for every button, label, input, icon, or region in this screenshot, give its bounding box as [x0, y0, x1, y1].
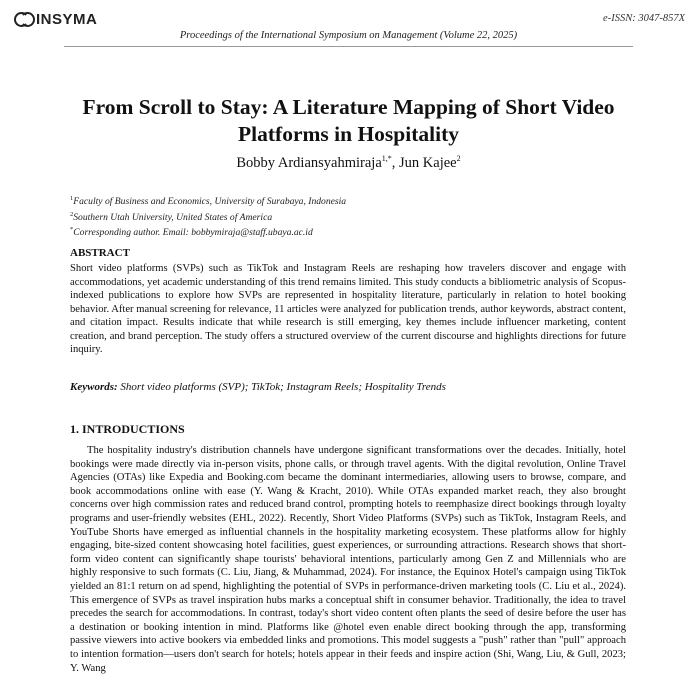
affiliations — [70, 193, 346, 240]
affiliation-item — [70, 209, 346, 225]
affiliation-item — [70, 224, 346, 240]
author-name: Jun Kajee — [399, 154, 457, 171]
affiliation-sup: * — [70, 226, 74, 234]
affiliation-sup: 2 — [70, 210, 74, 218]
section-body — [70, 444, 626, 675]
header-divider — [64, 46, 633, 47]
author-name: Bobby Ardiansyahmiraja — [236, 154, 382, 171]
logo-text: INSYMA — [36, 10, 98, 28]
keywords-label: Keywords: — [70, 381, 118, 393]
keywords-line — [70, 381, 446, 393]
logo-rings-icon — [14, 10, 34, 28]
paper-title: From Scroll to Stay: A Literature Mapping of Short Video Platforms in Hospitality — [82, 95, 615, 146]
keywords-text: Short video platforms (SVP); TikTok; Instagram Reels; Hospitality Trends — [120, 381, 446, 393]
author-separator: , — [391, 154, 400, 171]
author-sup: 1,* — [381, 154, 392, 163]
affiliation-text: Southern Utah University, United States of America — [73, 211, 273, 223]
abstract-text: Short video platforms (SVPs) such as TikTok and Instagram Reels are reshaping how travelers discover and engage with accommodations, yet academic understanding of this trend remains limited. This study conducts a bibliometric analysis of Scopus-indexed publications to explore how SVPs are represented in hospitality literature, particularly in relation to hotel booking behavior. After manual screening for relevance, 11 articles were analyzed for publication trends, author keywords, abstract content, and citation impact. Results indicate that while research is still emerging, key themes include influencer marketing, content creation, and brand perception. The study offers a structured overview of the current discourse and highlights directions for future inquiry. — [70, 263, 626, 355]
section-heading: 1. INTRODUCTIONS — [70, 422, 185, 436]
authors — [0, 154, 697, 172]
logo — [14, 10, 97, 28]
author-sup: 2 — [456, 154, 461, 163]
issn: e-ISSN: 3047-857X — [603, 13, 685, 24]
proceedings-line: Proceedings of the International Symposium on Management (Volume 22, 2025) — [179, 30, 518, 41]
affiliation-item — [70, 193, 346, 209]
affiliation-sup: 1 — [70, 195, 74, 202]
abstract-heading: ABSTRACT — [70, 247, 130, 259]
affiliation-text: Faculty of Business and Economics, University of Surabaya, Indonesia — [73, 196, 347, 208]
affiliation-text: Corresponding author. Email: bobbymiraja@staff.ubaya.ac.id — [73, 227, 313, 239]
intro-paragraph: The hospitality industry's distribution channels have undergone significant transformations over the decades. Initially, hotel bookings were made directly via in-person visits, phone calls, or through travel agents. With the digital revolution, Online Travel Agencies (OTAs) like Expedia and Booking.com became the dominant intermediaries, allowing users to browse, compare, and book accommodations online with ease (Y. Wang & Kracht, 2010). While OTAs expanded market reach, they also brought concerns over high commission rates and reduced brand control, prompting hotels to reemphasize direct bookings through loyalty programs and user-friendly websites (EHL, 2022). Recently, Short Video Platforms (SVPs) such as TikTok, Instagram Reels, and YouTube Shorts have emerged as influential channels in the hospitality marketing ecosystem. These platforms allow for highly engaging, bite-sized content showcasing hotel facilities, guest experiences, or surrounding attractions. Research shows that short-form video content can significantly shape tourists' behavioral intentions, particularly among Gen Z and Millennials who are highly responsive to such formats (C. Liu, Jiang, & Muhammad, 2024). For instance, the Equinox Hotel's campaign using TikTok yielded an 81:1 return on ad spend, highlighting the potential of SVPs in performance-driven marketing tools (C. Liu et al., 2024). This emergence of SVPs as travel inspiration hubs marks a conceptual shift in consumer behavior. Traditionally, the idea to travel precedes the search for accommodations. In contrast, today's short video content often plants the seed of desire before the user has a destination or booking intention in mind. Platforms like @hotel even enable direct booking through the app, transforming passive viewers into active bookers via embedded links and promotions. This model suggests a "push" rather than "pull" approach to intention formation—users don't search for hotels; hotels appear in their feeds and inspire action (Shi, Wang, Liu, & Gull, 2023; Y. Wang — [70, 445, 626, 674]
